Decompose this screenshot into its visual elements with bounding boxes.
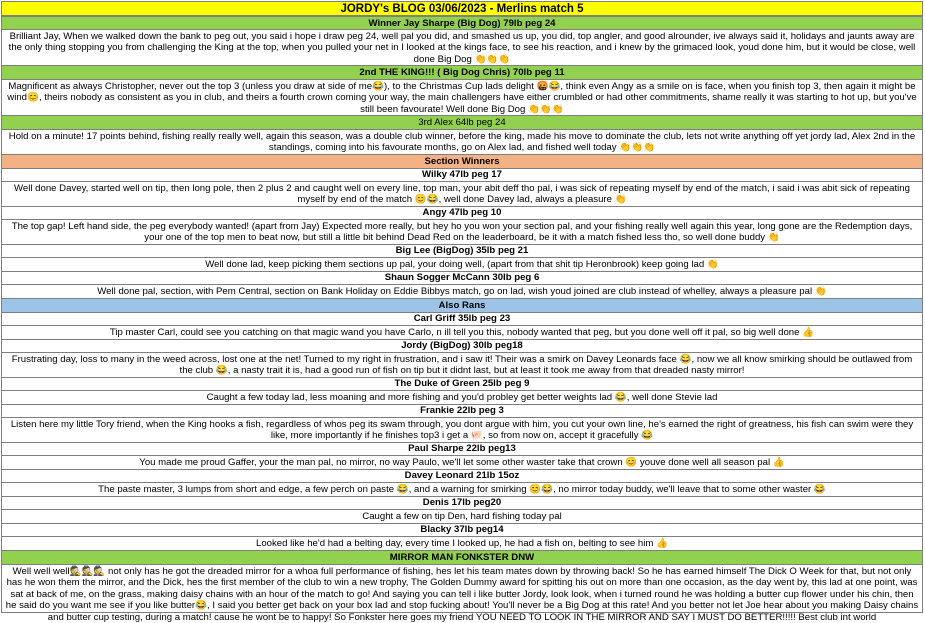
comment-cell: Well done Davey, started well on tip, then long pole, then 2 plus 2 and caught well on every line, top man, your abit deff tho pal, i was sick of repeating myself by end of the match, i said i was abit sick of repeating myself by end of the match 😊😂, well done Davey lad, always a pleasure 👏 [1,182,923,207]
angler-header: Wilky 47lb peg 17 [1,169,923,182]
angler-header: Angy 47lb peg 10 [1,207,923,220]
comment-cell: Magnificent as always Christopher, never out the top 3 (unless you draw at side of me😂), to the Christmas Cup lads delight 🤬😂, think even Angy as a smile on is face, when you finish top 3, then again it might be wind😊, theirs nobody as consistent as you in club, and theirs a fourth crown coming your way, the main challengers have either crumbled or had other commitments, shame really it was starting to hot up, but you've still been favourate! Well done Big Dog 👏👏👏 [1,80,923,116]
comment-cell: You made me proud Gaffer, your the man pal, no mirror, no way Paulo, we'll let some other waster take that crown 😊 youve done well all season pal 👍 [1,456,923,470]
section-header: Also Rans [1,299,923,313]
section-header: 3rd Alex 64lb peg 24 [1,116,923,130]
section-header: Winner Jay Sharpe (Big Dog) 79lb peg 24 [1,16,923,30]
comment-cell: The top gap! Left hand side, the peg everybody wanted! (apart from Jay) Expected more really, but hey ho you won your section pal, and your fishing really well again this year, long gone are the Redemption days, your one of the top men to beat now, but still a little bit behind Dead Red on the leaderboard, be it with a match fished less tho, so well done buddy 👏 [1,220,923,245]
comment-cell: Well done lad, keep picking them sections up pal, your doing well, (apart from that shit tip Heronbrook) keep going lad 👏 [1,258,923,272]
angler-header: Carl Griff 35lb peg 23 [1,313,923,326]
blog-sheet [1,1,923,623]
comment-cell: Caught a few today lad, less moaning and more fishing and you'd probley get better weights lad 😂, well done Stevie lad [1,391,923,405]
angler-header: Frankie 22lb peg 3 [1,405,923,418]
angler-header: Big Lee (BigDog) 35lb peg 21 [1,245,923,258]
angler-header: Blacky 37lb peg14 [1,524,923,537]
blog-rows [1,16,923,623]
angler-header: Paul Sharpe 22lb peg13 [1,443,923,456]
section-header: Section Winners [1,155,923,169]
angler-header: Shaun Sogger McCann 30lb peg 6 [1,272,923,285]
comment-cell: Well well well🕵🕵🕵 not only has he got the dreaded mirror for a whoa full performance of fishing, hes let his team mates down by throwing back! So he has earned himself The Dick O Week for that, but not only has he won them the mirror, and the Dick, hes the first member of the club to win a new trophy, The Golden Dummy award for spitting his out on more than one occasion, as the day went by, this lad at one point, was sat at back of me, on the grass, making daisy chains with an hour of the match to go! And saying you can tell i like butter Jordy, look look, when i turned round he was holding a butter cup flower under his chin, then he said do you want me see if you like butter😂, I said you better get back on your box lad and stop fucking about! You'll never be a Big Dog at this rate! And you better not let Joe hear about you making Daisy chains and butter cup testing, during a match! cause he wont be to happy! So Fonkster here goes my friend YOU NEED TO LOOK IN THE MIRROR AND SAY I MUST DO BETTER!!!!! Best club int world [1,565,923,613]
angler-header: Davey Leonard 21lb 15oz [1,470,923,483]
angler-header: Denis 17lb peg20 [1,497,923,510]
section-header: MIRROR MAN FONKSTER DNW [1,551,923,565]
comment-cell: The paste master, 3 lumps from short and edge, a few perch on paste 😂, and a warning for smirking 😊😂, no mirror today buddy, we'll leave that to some other waster 😂 [1,483,923,497]
comment-cell: Hold on a minute! 17 points behind, fishing really really well, again this season, was a double club winner, before the king, made his move to dominate the club, lets not write anything off yet jordy lad, Alex 2nd in the standings, coming into his favourate months, go on Alex lad, and fished well today 👏👏👏 [1,130,923,155]
comment-cell: Caught a few on tip Den, hard fishing today pal [1,510,923,524]
comment-cell: Looked like he'd had a belting day, every time I looked up, he had a fish on, belting to see him 👍 [1,537,923,551]
comment-cell: Frustrating day, loss to many in the weed across, lost one at the net! Turned to my right in frustration, and i saw it! Their was a smirk on Davey Leonards face 😂, now we all know smirking should be outlawed from the club 😂, a nasty trait it is, had a good run of fish on tip but it didnt last, but at least it took me away from that dreaded nasty mirror! [1,353,923,378]
angler-header: The Duke of Green 25lb peg 9 [1,378,923,391]
comment-cell: Well done pal, section, with Pem Central, section on Bank Holiday on Eddie Bibbys match, go on lad, wish youd joined are club instead of whelley, always a pleasure pal 👏 [1,285,923,299]
comment-cell: Listen here my little Tory friend, when the King hooks a fish, regardless of whos peg its swam through, you dont argue with him, you cut your own line, he's earned the right of greatness, his fish can swim were they like, more importantly if he finishes top3 i get a 🐖, so from now on, accept it gracefully 😂 [1,418,923,443]
comment-cell: Tip master Carl, could see you catching on that magic wand you have Carlo, n ill tell you this, nobody wanted that peg, but you done well off it pal, so big well done 👍 [1,326,923,340]
page-title: JORDY's BLOG 03/06/2023 - Merlins match 5 [1,1,923,16]
section-header: 2nd THE KING!!! ( Big Dog Chris) 70lb peg 11 [1,66,923,80]
angler-header: Jordy (BigDog) 30lb peg18 [1,340,923,353]
comment-cell: Brilliant Jay, When we walked down the bank to peg out, you said i hope i draw peg 24, well pal you did, and smashed us up, you did, top angler, and good alrounder, ive always said it, holidays and jaunts away are the only thing stopping you from challenging the King at the top, when you pulled your net in I looked at the kings face, to see his reaction, and i knew by the grimaced look, youd done him, but it would be close, well done Big Dog 👏👏👏 [1,30,923,66]
